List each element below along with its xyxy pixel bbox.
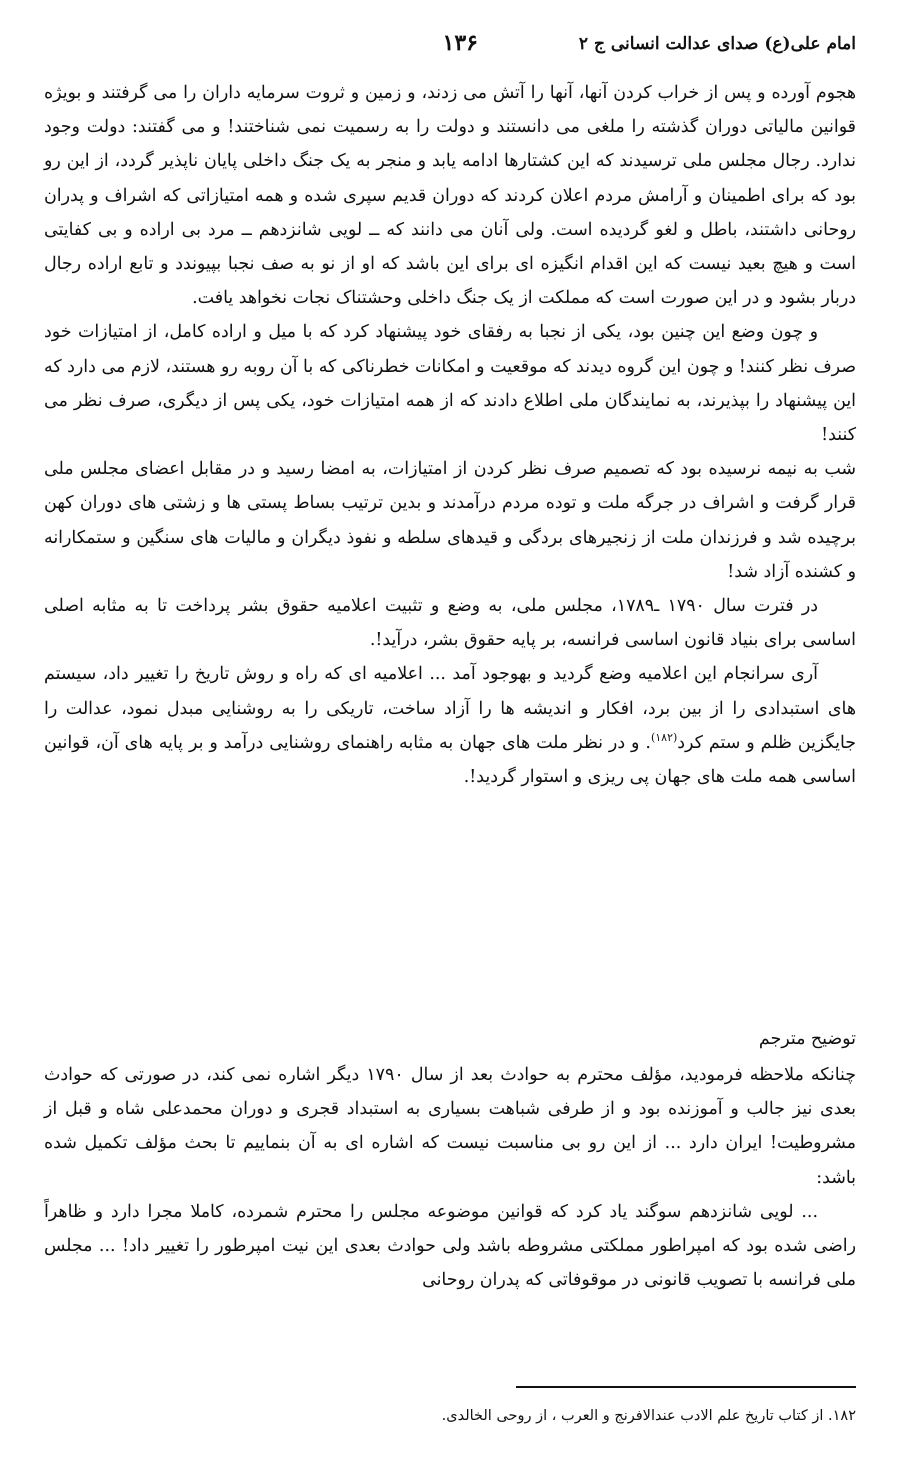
footnote: ۱۸۲. از کتاب تاریخ علم الادب عندالافرنج و العرب ، از روحی الخالدی. — [441, 1408, 856, 1424]
paragraph-5-continuation: . و در نظر ملت های جهان به مثابه راهنمای روشنایی درآمد و بر پایه های آن، قوانین اساسی همه ملت های جهان پی ریزی و استوار گردید!. — [44, 732, 856, 788]
footnote-divider — [516, 1386, 856, 1388]
paragraph-2: و چون وضع این چنین بود، یکی از نجبا به رفقای خود پیشنهاد کرد که با میل و اراده کامل، از امتیازات خود صرف نظر کنند! و چون این گروه دیدند که موقعیت و امکانات خطرناکی که با آن روبه رو هستند، لازم می دارد که این پیشنهاد را بپذیرند، به نمایندگان ملی اطلاع دادند که از همه امتیازات خود، یکی پس از دیگری، صرف نظر می کنند! — [44, 322, 856, 446]
paragraph-1: هجوم آورده و پس از خراب کردن آنها، آنها را آتش می زدند، و زمین و ثروت سرمایه داران را می گرفتند و بویژه قوانین مالیاتی دوران گذشته را ملغی می دانستند و دولت را به رسمیت نمی شناختند! و می گفتند: دولت وجود ندارد. رجال مجلس ملی ترسیدند که این کشتارها ادامه یابد و منجر به یک جنگ داخلی پایان ناپذیر گردد، از این رو بود که برای اطمینان و آرامش مردم اعلان کردند که دوران قدیم سپری شده و همه امتیازاتی که اشراف و پدران روحانی داشتند، باطل و لغو گردیده است. ولی آنان می دانند که ــ لویی شانزدهم ــ مرد بی اراده و بی کفایتی است و هیچ بعید نیست که این اقدام انگیزه ای برای این باشد که او از نو به صف نجبا بپیوندد و تابع اراده رجال دربار بشود و در این صورت است که مملکت از یک جنگ داخلی وحشتناک نجات نخواهد یافت. — [44, 83, 856, 309]
footnote-reference: (۱۸۲) — [650, 731, 678, 745]
translator-note-title: توضیح مترجم — [758, 1029, 856, 1049]
paragraph-3: شب به نیمه نرسیده بود که تصمیم صرف نظر کردن از امتیازات، به امضا رسید و در مقابل اعضای مجلس ملی قرار گرفت و اشراف در جرگه ملت و توده مردم درآمدند و بدین ترتیب بساط پستی ها و زشتی های دوران کهن برچیده شد و فرزندان ملت از زنجیرهای بردگی و قیدهای سلطه و نفوذ دیگران و مالیات های سنگین و ستمکارانه و کشنده آزاد شد! — [44, 459, 856, 582]
book-page — [44, 0, 856, 1479]
running-title: امام علی(ع) صدای عدالت انسانی ج ۲ — [578, 34, 856, 54]
translator-note — [44, 1058, 856, 1297]
paragraph-5 — [44, 657, 856, 794]
page-header — [44, 30, 856, 68]
main-text — [44, 76, 856, 794]
paragraph-5-text: آری سرانجام این اعلامیه وضع گردید و بهوجود آمد ... اعلامیه ای که راه و روش تاریخ را تغییر داد، سیستم های استبدادی را از بین برد، افکار و اندیشه ها را آزاد ساخت، تاریکی را به روشنایی مبدل نمود، عدالت را جایگزین ظلم و ستم کرد — [44, 664, 856, 753]
page-number: ۱۳۶ — [442, 30, 478, 56]
translator-paragraph-2: ... لویی شانزدهم سوگند یاد کرد که قوانین موضوعه مجلس را محترم شمرده، کاملا مجرا دارد و ظاهراً راضی شده بود که امپراطور مملکتی مشروطه باشد ولی حوادث بعدی این نیت امپرطور را تغییر داد! ... مجلس ملی فرانسه با تصویب قانونی در موقوفاتی که پدران روحانی — [44, 1201, 856, 1291]
translator-paragraph-1: چنانکه ملاحظه فرمودید، مؤلف محترم به حوادث بعد از سال ۱۷۹۰ دیگر اشاره نمی کند، در صورتی که حوادث بعدی نیز جالب و آموزنده بود و از طرفی شباهت بسیاری به استبداد قجری و دوران محمدعلی شاه و قبل از مشروطیت! ایران دارد ... از این رو بی مناسبت نیست که اشاره ای به آن بنماییم تا بحث مؤلف تکمیل شده باشد: — [44, 1065, 856, 1188]
paragraph-4: در فترت سال ۱۷۹۰ ـ۱۷۸۹، مجلس ملی، به وضع و تثبیت اعلامیه حقوق بشر پرداخت تا به مثابه اصلی اساسی برای بنیاد قانون اساسی فرانسه، بر پایه حقوق بشر، درآید!. — [44, 596, 856, 651]
